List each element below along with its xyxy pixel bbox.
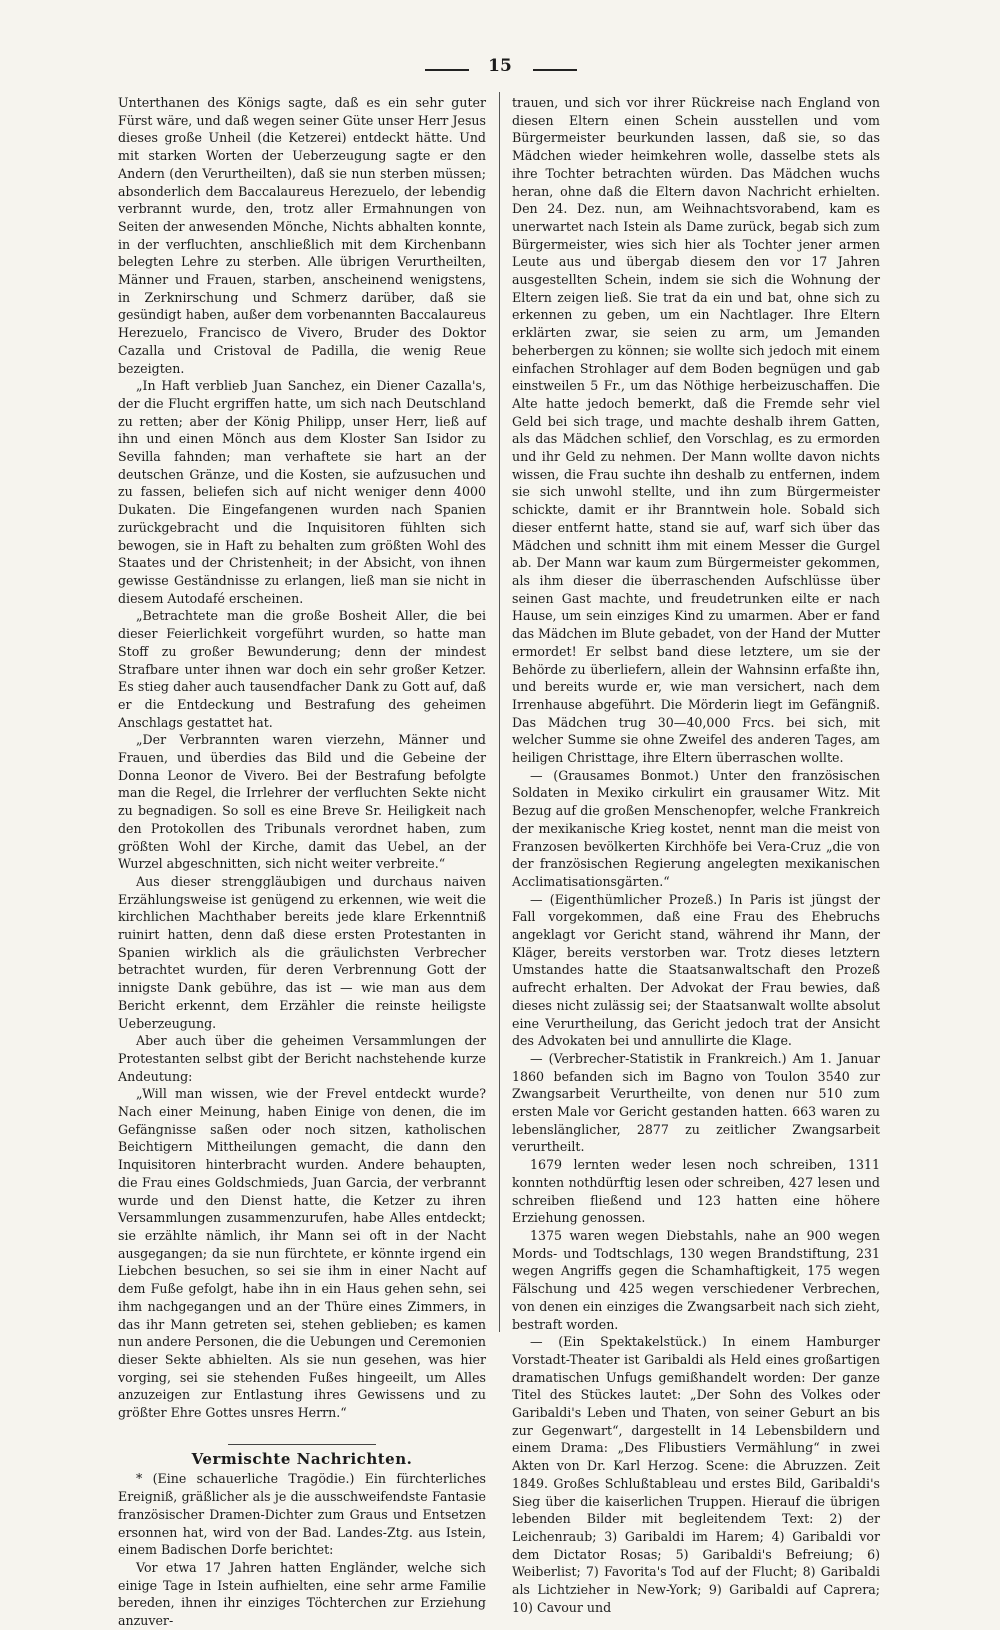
paragraph: * (Eine schauerliche Tragödie.) Ein fürchterliches Ereigniß, gräßlicher als je die ausschweifendste Fantasie französischer Dramen-Dichter zum Graus und Entsetzen ersonnen hat, wird von der Bad. Landes-Ztg. aus Istein, einem Badischen Dorfe berichtet: (118, 1471, 486, 1558)
paragraph: „Der Verbrannten waren vierzehn, Männer und Frauen, und überdies das Bild und die Gebeine der Donna Leonor de Vivero. Bei der Bestrafung befolgte man die Regel, die Irrlehrer der verfluchten Sekte nicht zu begnadigen. So soll es eine Breve Sr. Heiligkeit nach den Protokollen des Tribunals verordnet haben, zum größten Wohl der Kirche, damit das Uebel, an der Wurzel abgeschnitten, sich nicht weiter verbreite.“ (118, 732, 486, 872)
left-column (118, 94, 486, 1629)
paragraph: „In Haft verblieb Juan Sanchez, ein Diener Cazalla's, der die Flucht ergriffen hatte, um sich nach Deutschland zu retten; aber der König Philipp, unser Herr, ließ auf ihn und einen Mönch aus dem Kloster San Isidor zu Sevilla fahnden; man verhaftete sie hart an der deutschen Gränze, und die Kosten, sie aufzusuchen und zu fassen, beliefen sich auf nicht weniger denn 4000 Dukaten. Die Eingefangenen wurden nach Spanien zurückgebracht und die Inquisitoren fühlten sich bewogen, sie in Haft zu behalten zum größten Wohl des Staates und der Christenheit; in der Absicht, von ihnen gewisse Geständnisse zu erlangen, ließ man sie nicht in diesem Autodafé erscheinen. (118, 378, 486, 606)
paragraph: „Betrachtete man die große Bosheit Aller, die bei dieser Feierlichkeit vorgeführt wurden, so hatte man Stoff zu großer Bewunderung; denn der mindest Strafbare unter ihnen war doch ein sehr großer Ketzer. Es stieg daher auch tausendfacher Dank zu Gott auf, daß er die Entdeckung und Bestrafung des geheimen Anschlags gestattet hat. (118, 608, 486, 730)
section-separator (228, 1444, 375, 1445)
paragraph: Vor etwa 17 Jahren hatten Engländer, welche sich einige Tage in Istein aufhielten, eine sehr arme Familie bereden, ihnen ihr einziges Töchterchen zur Erziehung anzuver- (118, 1559, 486, 1629)
paragraph: Aber auch über die geheimen Versammlungen der Protestanten selbst gibt der Bericht nachstehende kurze Andeutung: (118, 1033, 486, 1084)
header-rule-left (425, 69, 469, 71)
paragraph: — (Verbrecher-Statistik in Frankreich.) Am 1. Januar 1860 befanden sich im Bagno von Toulon 3540 zur Zwangsarbeit Verurtheilte, von denen nur 510 zum ersten Male vor Gericht gestanden hatten. 663 waren zu lebenslänglicher, 2877 zu zeitlicher Zwangsarbeit verurtheilt. (512, 1050, 880, 1155)
paragraph: 1679 lernten weder lesen noch schreiben, 1311 konnten nothdürftig lesen oder schreiben, 427 lesen und schreiben fließend und 123 hatten eine höhere Erziehung genossen. (512, 1157, 880, 1226)
paragraph: Aus dieser strenggläubigen und durchaus naiven Erzählungsweise ist genügend zu erkennen, wie weit die kirchlichen Machthaber bereits jede klare Erkenntniß ruinirt hatten, denn daß diese ersten Protestanten in Spanien wirklich als die gräulichsten Verbrecher betrachtet wurden, für deren Verbrennung Gott der innigste Dank gebühre, das ist — wie man aus dem Bericht erkennt, dem Erzähler die reinste heiligste Ueberzeugung. (118, 873, 486, 1031)
paragraph: 1375 waren wegen Diebstahls, nahe an 900 wegen Mords- und Todtschlags, 130 wegen Brandstiftung, 231 wegen Angriffs gegen die Schamhaftigkeit, 175 wegen Fälschung und 425 wegen verschiedener Verbrechen, von denen ein einziges die Zwangsarbeit nach sich zieht, bestraft worden. (512, 1228, 880, 1332)
paragraph: Unterthanen des Königs sagte, daß es ein sehr guter Fürst wäre, und daß wegen seiner Güte unser Herr Jesus dieses große Unheil (die Ketzerei) entdeckt hätte. Und mit starken Worten der Ueberzeugung sagte er den Andern (den Verurtheilten), daß sie nun sterben müssen; absonderlich dem Baccalaureus Herezuelo, der lebendig verbrannt wurde, den, trotz aller Ermahnungen von Seiten der anwesenden Mönche, Nichts abhalten konnte, in der verfluchten, anschließlich mit dem Kirchenbann belegten Lehre zu sterben. Alle übrigen Verurtheilten, Männer und Frauen, starben, anscheinend wenigstens, in Zerknirschung und Schmerz darüber, daß sie gesündigt haben, außer dem vorbenannten Baccalaureus Herezuelo, Francisco de Vivero, Bruder des Doktor Cazalla und Cristoval de Padilla, die wenig Reue bezeigten. (118, 95, 486, 376)
page-number: 15 (488, 56, 512, 76)
section-title: Vermischte Nachrichten. (191, 1449, 413, 1468)
paragraph: — (Grausames Bonmot.) Unter den französischen Soldaten in Mexiko cirkulirt ein grausamer Witz. Mit Bezug auf die großen Menschenopfer, welche Frankreich der mexikanische Krieg kostet, nennt man die meist von Franzosen bevölkerten Kirchhöfe bei Vera-Cruz „die von der französischen Regierung angelegten mexikanischen Acclimatisationsgärten.“ (512, 767, 880, 889)
paragraph: „Will man wissen, wie der Frevel entdeckt wurde? Nach einer Meinung, haben Einige von denen, die im Gefängnisse saßen oder noch sitzen, katholischen Beichtigern Mittheilungen gemacht, die dann den Inquisitoren hinterbracht wurden. Andere behaupten, die Frau eines Goldschmieds, Juan Garcia, der verbrannt wurde und den Dienst hatte, die Ketzer zu ihren Versammlungen zusammenzurufen, habe Alles entdeckt; sie erzählte nämlich, ihr Mann sei oft in der Nacht ausgegangen; da sie nun fürchtete, er könnte irgend ein Liebchen besuchen, so sei sie ihm in einer Nacht auf dem Fuße gefolgt, habe ihn in ein Haus gehen sehn, sei ihm nachgegangen und an der Thüre eines Zimmers, in das ihr Mann getreten sei, stehen geblieben; es kamen nun andere Personen, die die Uebungen und Ceremonien dieser Sekte abhielten. Als sie nun gesehen, was hier vorging, sei sie stehenden Fußes hingeeilt, um Alles anzuzeigen zur Entlastung ihres Gewissens und zu größter Ehre Gottes unsres Herrn.“ (118, 1086, 486, 1421)
paragraph: trauen, und sich vor ihrer Rückreise nach England von diesen Eltern einen Schein ausstellen und vom Bürgermeister beurkunden lassen, daß sie, so das Mädchen wieder heimkehren wolle, dasselbe stets als ihre Tochter betrachten würden. Das Mädchen wuchs heran, ohne daß die Eltern davon Nachricht erhielten. Den 24. Dez. nun, am Weihnachtsvorabend, kam es unerwartet nach Istein als Dame zurück, begab sich zum Bürgermeister, wies sich hier als Tochter jener armen Leute aus und übergab diesem den vor 17 Jahren ausgestellten Schein, indem sie sich die Wohnung der Eltern zeigen ließ. Sie trat da ein und bat, ohne sich zu erkennen zu geben, um ein Nachtlager. Ihre Eltern erklärten zwar, sie seien zu arm, um Jemanden beherbergen zu können; sie wollte sich jedoch mit einem einfachen Strohlager auf dem Boden begnügen und gab einstweilen 5 Fr., um das Nöthige herbeizuschaffen. Die Alte hatte jedoch bemerkt, daß die Fremde sehr viel Geld bei sich trage, und machte deshalb ihrem Gatten, als das Mädchen schlief, den Vorschlag, es zu ermorden und ihr Geld zu nehmen. Der Mann wollte davon nichts wissen, die Frau suchte ihn deshalb zu entfernen, indem sie sich unwohl stellte, und ihn zum Bürgermeister schickte, damit er ihr Branntwein hole. Sobald sich dieser entfernt hatte, stand sie auf, warf sich über das Mädchen und schnitt ihm mit einem Messer die Gurgel ab. Der Mann war kaum zum Bürgermeister gekommen, als ihm dieser die überraschenden Aufschlüsse über seinen Gast machte, und freudetrunken eilte er nach Hause, um sein einziges Kind zu umarmen. Aber er fand das Mädchen im Blute gebadet, von der Hand der Mutter ermordet! Er selbst band diese letztere, um sie der Behörde zu überliefern, allein der Wahnsinn erfaßte ihn, und bereits wurde er, wie man versichert, nach dem Irrenhause abgeführt. Die Mörderin liegt im Gefängniß. Das Mädchen trug 30—40,000 Frcs. bei sich, mit welcher Summe sie ohne Zweifel des anderen Tages, am heiligen Christtage, ihre Eltern überraschen wollte. (512, 95, 880, 766)
right-column (512, 94, 880, 1615)
header-rule-right (533, 69, 577, 71)
page-header (0, 56, 1000, 84)
paragraph: — (Ein Spektakelstück.) In einem Hamburger Vorstadt-Theater ist Garibaldi als Held eines großartigen dramatischen Unfugs gemißhandelt worden: Der ganze Titel des Stückes lautet: „Der Sohn des Volkes oder Garibaldi's Leben und Thaten, von seiner Geburt an bis zur Gegenwart“, dargestellt in 14 Lebensbildern und einem Drama: „Des Flibustiers Vermählung“ in zwei Akten von Dr. Karl Herzog. Scene: die Abruzzen. Zeit 1849. Großes Schlußtableau und erstes Bild, Garibaldi's Sieg über die kaiserlichen Truppen. Hierauf die übrigen lebenden Bilder mit begleitendem Text: 2) der Leichenraub; 3) Garibaldi im Harem; 4) Garibaldi vor dem Dictator Rosas; 5) Garibaldi's Befreiung; 6) Weiberlist; 7) Favorita's Tod auf der Flucht; 8) Garibaldi als Lichtzieher in New-York; 9) Garibaldi auf Caprera; 10) Cavour und (512, 1334, 880, 1615)
column-divider (499, 92, 500, 1332)
paragraph: — (Eigenthümlicher Prozeß.) In Paris ist jüngst der Fall vorgekommen, daß eine Frau des Ehebruchs angeklagt vor Gericht stand, während ihr Mann, der Kläger, bereits verstorben war. Trotz dieses letztern Umstandes hatte die Staatsanwaltschaft den Prozeß aufrecht erhalten. Der Advokat der Frau bewies, daß dieses nicht zulässig sei; der Staatsanwalt wollte absolut eine Verurtheilung, das Gericht jedoch trat der Ansicht des Advokaten bei und annullirte die Klage. (512, 891, 880, 1049)
